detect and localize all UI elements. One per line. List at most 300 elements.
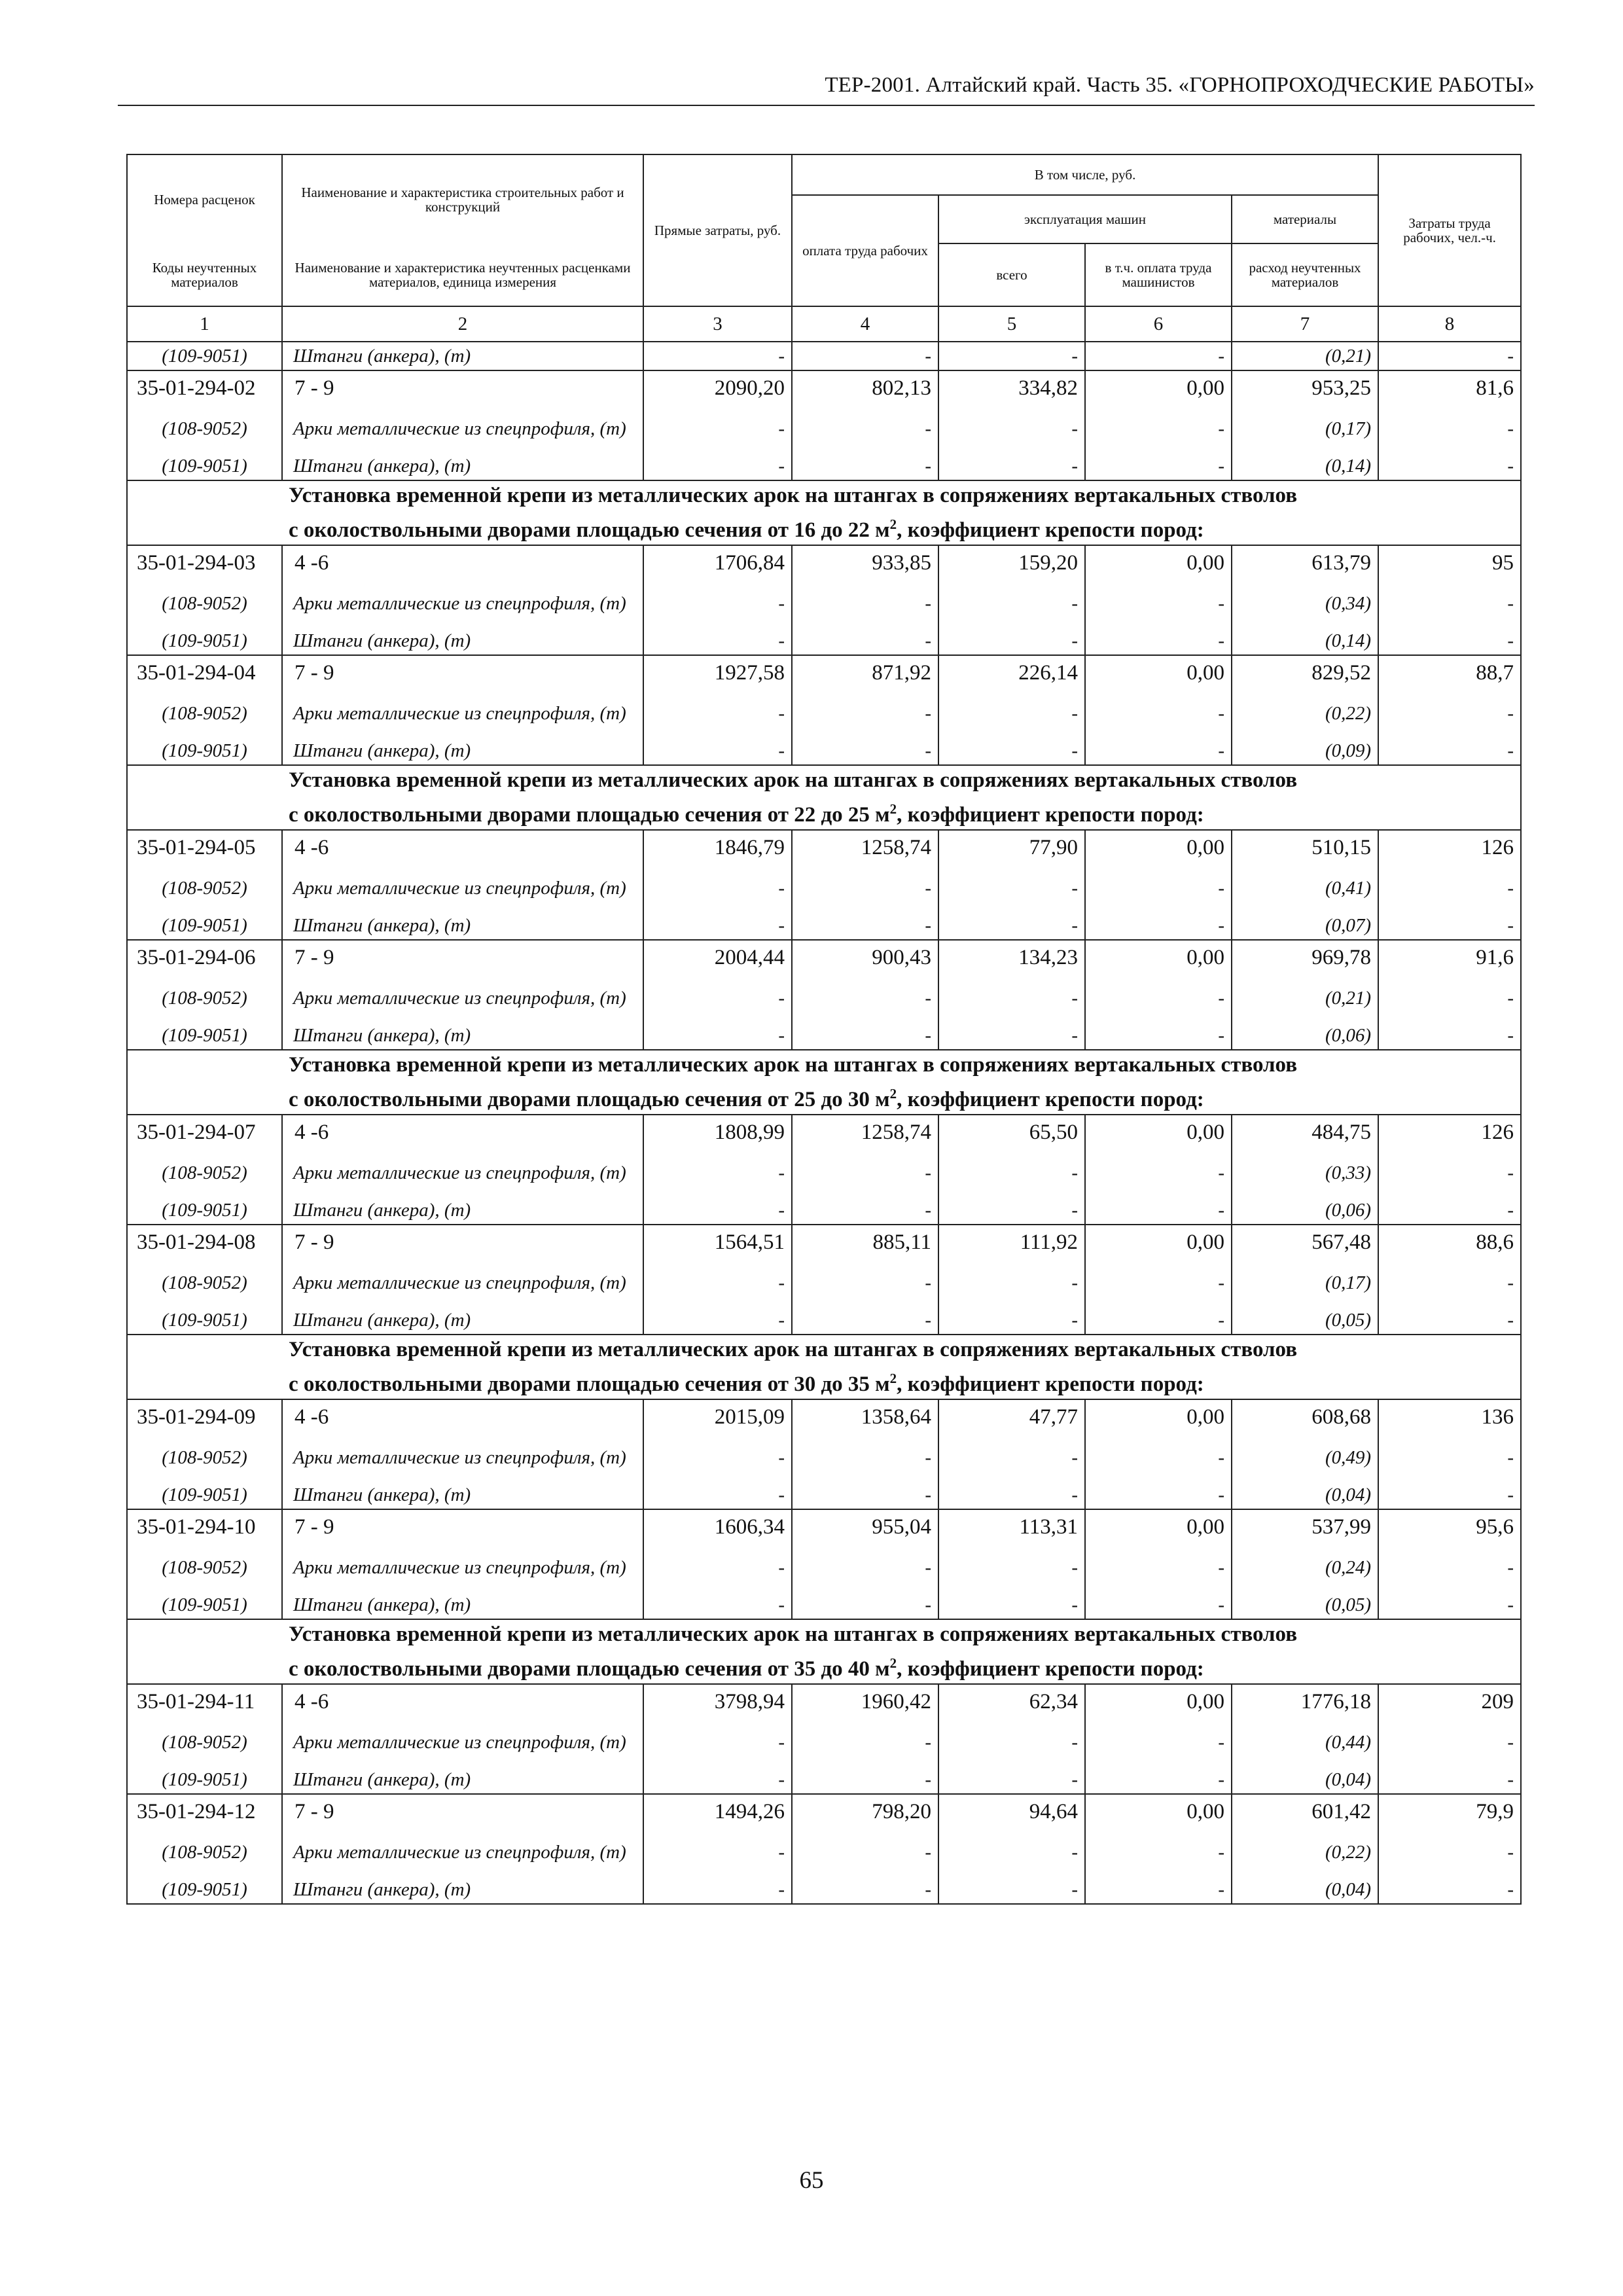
column-number: 6 xyxy=(1085,306,1232,342)
operator-wages-value: 0,00 xyxy=(1085,545,1232,580)
rate-name: 4 -6 xyxy=(282,1399,643,1434)
col-header-machines-total: всего xyxy=(938,243,1085,306)
dash-cell: - xyxy=(792,405,938,452)
col-header-materials: материалы xyxy=(1232,195,1378,243)
wages-value: 1258,74 xyxy=(792,1115,938,1149)
dash-cell: - xyxy=(792,1591,938,1619)
material-code: (109-9051) xyxy=(127,1022,282,1050)
material-name: Арки металлические из спецпрофиля, (т) xyxy=(282,1149,643,1196)
direct-costs-value: 1927,58 xyxy=(643,655,792,690)
dash-cell: - xyxy=(792,1196,938,1225)
material-row xyxy=(127,1196,1521,1225)
dash-cell: - xyxy=(1085,1022,1232,1050)
dash-cell: - xyxy=(938,580,1085,627)
material-name: Штанги (анкера), (т) xyxy=(282,1766,643,1794)
dash-cell: - xyxy=(792,1481,938,1509)
dash-cell: - xyxy=(1378,627,1521,655)
dash-cell: - xyxy=(1085,1196,1232,1225)
rate-row xyxy=(127,940,1521,975)
rate-name: 4 -6 xyxy=(282,1684,643,1719)
dash-cell: - xyxy=(643,1876,792,1904)
material-code: (109-9051) xyxy=(127,627,282,655)
dash-cell: - xyxy=(792,690,938,737)
material-code: (108-9052) xyxy=(127,1829,282,1876)
section-heading-line2: с околоствольными дворами площадью сечения от 30 до 35 м xyxy=(289,1372,890,1396)
materials-value: 567,48 xyxy=(1232,1225,1378,1259)
material-row xyxy=(127,1022,1521,1050)
square-superscript: 2 xyxy=(889,801,897,817)
material-row xyxy=(127,405,1521,452)
machines-total-value: 77,90 xyxy=(938,830,1085,865)
dash-cell: - xyxy=(792,1306,938,1335)
material-code: (108-9052) xyxy=(127,580,282,627)
dash-cell: - xyxy=(938,1766,1085,1794)
direct-costs-value: 2015,09 xyxy=(643,1399,792,1434)
rate-code: 35-01-294-06 xyxy=(127,940,282,975)
dash-cell: - xyxy=(643,452,792,480)
wages-value: 802,13 xyxy=(792,370,938,405)
col-header-including: В том числе, руб. xyxy=(792,154,1378,195)
section-heading-line2-tail: , коэффициент крепости пород: xyxy=(897,1657,1204,1681)
running-header-text: ТЕР-2001. Алтайский край. Часть 35. «ГОРНОПРОХОДЧЕСКИЕ РАБОТЫ» xyxy=(825,73,1535,97)
material-quantity: (0,34) xyxy=(1232,580,1378,627)
direct-costs-value: 1808,99 xyxy=(643,1115,792,1149)
material-code: (108-9052) xyxy=(127,865,282,912)
dash-cell: - xyxy=(643,405,792,452)
material-name: Арки металлические из спецпрофиля, (т) xyxy=(282,405,643,452)
rate-row xyxy=(127,1794,1521,1829)
rate-code: 35-01-294-07 xyxy=(127,1115,282,1149)
labor-value: 79,9 xyxy=(1378,1794,1521,1829)
material-row xyxy=(127,1434,1521,1481)
dash-cell: - xyxy=(1085,1829,1232,1876)
dash-cell: - xyxy=(1085,405,1232,452)
dash-cell: - xyxy=(938,1259,1085,1306)
material-name: Штанги (анкера), (т) xyxy=(282,737,643,765)
section-heading xyxy=(127,480,1521,545)
dash-cell: - xyxy=(938,737,1085,765)
material-name: Штанги (анкера), (т) xyxy=(282,1022,643,1050)
material-quantity: (0,21) xyxy=(1232,342,1378,370)
rate-name: 7 - 9 xyxy=(282,1794,643,1829)
machines-total-value: 111,92 xyxy=(938,1225,1085,1259)
section-heading-line2: с околоствольными дворами площадью сечения от 35 до 40 м xyxy=(289,1657,890,1681)
machines-total-value: 62,34 xyxy=(938,1684,1085,1719)
section-heading-row xyxy=(127,1619,1521,1684)
material-code: (108-9052) xyxy=(127,1544,282,1591)
dash-cell: - xyxy=(792,737,938,765)
operator-wages-value: 0,00 xyxy=(1085,1794,1232,1829)
operator-wages-value: 0,00 xyxy=(1085,370,1232,405)
materials-value: 601,42 xyxy=(1232,1794,1378,1829)
dash-cell: - xyxy=(938,342,1085,370)
dash-cell: - xyxy=(643,627,792,655)
direct-costs-value: 1846,79 xyxy=(643,830,792,865)
col-header-labor: Затраты труда рабочих, чел.-ч. xyxy=(1378,154,1521,306)
dash-cell: - xyxy=(792,1149,938,1196)
dash-cell: - xyxy=(792,1544,938,1591)
material-quantity: (0,07) xyxy=(1232,912,1378,940)
section-heading-line2-tail: , коэффициент крепости пород: xyxy=(897,803,1204,827)
dash-cell: - xyxy=(1085,690,1232,737)
labor-value: 209 xyxy=(1378,1684,1521,1719)
dash-cell: - xyxy=(643,737,792,765)
material-name: Арки металлические из спецпрофиля, (т) xyxy=(282,1719,643,1766)
dash-cell: - xyxy=(792,1259,938,1306)
material-name: Арки металлические из спецпрофиля, (т) xyxy=(282,1544,643,1591)
dash-cell: - xyxy=(1085,1259,1232,1306)
column-number: 3 xyxy=(643,306,792,342)
dash-cell: - xyxy=(643,1434,792,1481)
dash-cell: - xyxy=(1085,912,1232,940)
dash-cell: - xyxy=(1085,452,1232,480)
dash-cell: - xyxy=(938,1434,1085,1481)
rate-name: 7 - 9 xyxy=(282,655,643,690)
section-heading-line2-tail: , коэффициент крепости пород: xyxy=(897,518,1204,542)
dash-cell: - xyxy=(938,690,1085,737)
material-row xyxy=(127,1149,1521,1196)
material-quantity: (0,24) xyxy=(1232,1544,1378,1591)
material-code: (109-9051) xyxy=(127,1306,282,1335)
material-quantity: (0,22) xyxy=(1232,1829,1378,1876)
rate-code: 35-01-294-08 xyxy=(127,1225,282,1259)
dash-cell: - xyxy=(1378,690,1521,737)
labor-value: 91,6 xyxy=(1378,940,1521,975)
dash-cell: - xyxy=(643,1022,792,1050)
rate-row xyxy=(127,545,1521,580)
col-header-unaccounted-materials: расход неучтенных материалов xyxy=(1232,243,1378,306)
dash-cell: - xyxy=(792,865,938,912)
machines-total-value: 47,77 xyxy=(938,1399,1085,1434)
dash-cell: - xyxy=(1085,1434,1232,1481)
dash-cell: - xyxy=(938,865,1085,912)
material-quantity: (0,14) xyxy=(1232,452,1378,480)
rates-table xyxy=(126,154,1522,1905)
dash-cell: - xyxy=(792,1876,938,1904)
direct-costs-value: 3798,94 xyxy=(643,1684,792,1719)
col-header-rate-numbers: Номера расценок xyxy=(127,154,282,243)
wages-value: 1258,74 xyxy=(792,830,938,865)
col-header-operator-wages: в т.ч. оплата труда машинистов xyxy=(1085,243,1232,306)
square-superscript: 2 xyxy=(889,516,897,532)
dash-cell: - xyxy=(1378,1196,1521,1225)
section-heading-line2-tail: , коэффициент крепости пород: xyxy=(897,1088,1204,1111)
dash-cell: - xyxy=(938,1149,1085,1196)
rate-name: 4 -6 xyxy=(282,545,643,580)
header-row-1 xyxy=(127,154,1521,195)
dash-cell: - xyxy=(1378,1259,1521,1306)
dash-cell: - xyxy=(1085,1719,1232,1766)
operator-wages-value: 0,00 xyxy=(1085,940,1232,975)
machines-total-value: 334,82 xyxy=(938,370,1085,405)
operator-wages-value: 0,00 xyxy=(1085,1399,1232,1434)
rate-row xyxy=(127,655,1521,690)
dash-cell: - xyxy=(643,1196,792,1225)
dash-cell: - xyxy=(1378,1591,1521,1619)
rate-row xyxy=(127,370,1521,405)
dash-cell: - xyxy=(1378,342,1521,370)
dash-cell: - xyxy=(643,1306,792,1335)
operator-wages-value: 0,00 xyxy=(1085,1509,1232,1544)
labor-value: 88,6 xyxy=(1378,1225,1521,1259)
dash-cell: - xyxy=(1085,1591,1232,1619)
section-heading xyxy=(127,1050,1521,1115)
direct-costs-value: 1706,84 xyxy=(643,545,792,580)
material-quantity: (0,06) xyxy=(1232,1022,1378,1050)
dash-cell: - xyxy=(643,1766,792,1794)
material-code: (108-9052) xyxy=(127,1719,282,1766)
rate-code: 35-01-294-09 xyxy=(127,1399,282,1434)
table-body xyxy=(127,154,1521,1904)
material-quantity: (0,49) xyxy=(1232,1434,1378,1481)
rate-row xyxy=(127,1399,1521,1434)
material-code: (109-9051) xyxy=(127,737,282,765)
dash-cell: - xyxy=(1378,865,1521,912)
dash-cell: - xyxy=(1378,1876,1521,1904)
dash-cell: - xyxy=(643,1481,792,1509)
materials-value: 510,15 xyxy=(1232,830,1378,865)
dash-cell: - xyxy=(792,580,938,627)
dash-cell: - xyxy=(792,975,938,1022)
material-row xyxy=(127,1544,1521,1591)
dash-cell: - xyxy=(792,1829,938,1876)
wages-value: 871,92 xyxy=(792,655,938,690)
material-code: (108-9052) xyxy=(127,1149,282,1196)
labor-value: 136 xyxy=(1378,1399,1521,1434)
materials-value: 608,68 xyxy=(1232,1399,1378,1434)
rate-row xyxy=(127,1115,1521,1149)
col-header-work-name: Наименование и характеристика строительных работ и конструкций xyxy=(282,154,643,243)
square-superscript: 2 xyxy=(889,1655,897,1671)
material-row xyxy=(127,975,1521,1022)
material-quantity: (0,09) xyxy=(1232,737,1378,765)
rate-code: 35-01-294-04 xyxy=(127,655,282,690)
section-heading-row xyxy=(127,1050,1521,1115)
material-name: Штанги (анкера), (т) xyxy=(282,1876,643,1904)
dash-cell: - xyxy=(938,627,1085,655)
dash-cell: - xyxy=(643,1544,792,1591)
col-header-direct-costs: Прямые затраты, руб. xyxy=(643,154,792,306)
material-name: Штанги (анкера), (т) xyxy=(282,912,643,940)
section-heading-line2: с околоствольными дворами площадью сечения от 16 до 22 м xyxy=(289,518,890,542)
material-row xyxy=(127,1766,1521,1794)
material-quantity: (0,33) xyxy=(1232,1149,1378,1196)
dash-cell: - xyxy=(1378,1481,1521,1509)
dash-cell: - xyxy=(938,1544,1085,1591)
material-name: Арки металлические из спецпрофиля, (т) xyxy=(282,1434,643,1481)
dash-cell: - xyxy=(792,1022,938,1050)
material-code: (108-9052) xyxy=(127,1434,282,1481)
materials-value: 1776,18 xyxy=(1232,1684,1378,1719)
dash-cell: - xyxy=(1378,1544,1521,1591)
material-code: (109-9051) xyxy=(127,452,282,480)
dash-cell: - xyxy=(643,580,792,627)
material-row xyxy=(127,865,1521,912)
dash-cell: - xyxy=(1085,1306,1232,1335)
material-name: Штанги (анкера), (т) xyxy=(282,627,643,655)
section-heading-line1: Установка временной крепи из металлических арок на штангах в сопряжениях вертакальных стволов xyxy=(289,484,1298,507)
col-header-wages: оплата труда рабочих xyxy=(792,195,938,306)
dash-cell: - xyxy=(938,452,1085,480)
section-heading-line1: Установка временной крепи из металлических арок на штангах в сопряжениях вертакальных стволов xyxy=(289,1623,1298,1646)
rate-name: 7 - 9 xyxy=(282,1225,643,1259)
dash-cell: - xyxy=(1378,912,1521,940)
rate-name: 4 -6 xyxy=(282,830,643,865)
dash-cell: - xyxy=(938,975,1085,1022)
dash-cell: - xyxy=(938,1306,1085,1335)
section-heading-line1: Установка временной крепи из металлических арок на штангах в сопряжениях вертакальных стволов xyxy=(289,1053,1298,1077)
material-name: Арки металлические из спецпрофиля, (т) xyxy=(282,1829,643,1876)
material-row xyxy=(127,627,1521,655)
column-number: 2 xyxy=(282,306,643,342)
column-numbers-row xyxy=(127,306,1521,342)
rate-row xyxy=(127,1225,1521,1259)
operator-wages-value: 0,00 xyxy=(1085,830,1232,865)
wages-value: 955,04 xyxy=(792,1509,938,1544)
column-number: 4 xyxy=(792,306,938,342)
material-name: Штанги (анкера), (т) xyxy=(282,1196,643,1225)
material-name: Арки металлические из спецпрофиля, (т) xyxy=(282,865,643,912)
section-heading-row xyxy=(127,480,1521,545)
dash-cell: - xyxy=(643,1591,792,1619)
machines-total-value: 159,20 xyxy=(938,545,1085,580)
material-name: Арки металлические из спецпрофиля, (т) xyxy=(282,975,643,1022)
dash-cell: - xyxy=(643,865,792,912)
section-heading-line2: с околоствольными дворами площадью сечения от 22 до 25 м xyxy=(289,803,890,827)
material-name: Штанги (анкера), (т) xyxy=(282,1306,643,1335)
labor-value: 81,6 xyxy=(1378,370,1521,405)
materials-value: 969,78 xyxy=(1232,940,1378,975)
machines-total-value: 226,14 xyxy=(938,655,1085,690)
section-heading xyxy=(127,765,1521,830)
dash-cell: - xyxy=(792,1766,938,1794)
dash-cell: - xyxy=(1378,1306,1521,1335)
dash-cell: - xyxy=(643,912,792,940)
materials-value: 829,52 xyxy=(1232,655,1378,690)
dash-cell: - xyxy=(1378,580,1521,627)
wages-value: 933,85 xyxy=(792,545,938,580)
section-heading-line1: Установка временной крепи из металлических арок на штангах в сопряжениях вертакальных стволов xyxy=(289,768,1298,792)
dash-cell: - xyxy=(938,1591,1085,1619)
material-quantity: (0,04) xyxy=(1232,1876,1378,1904)
dash-cell: - xyxy=(643,342,792,370)
material-quantity: (0,41) xyxy=(1232,865,1378,912)
rate-name: 7 - 9 xyxy=(282,370,643,405)
col-header-machines: эксплуатация машин xyxy=(938,195,1232,243)
rate-code: 35-01-294-11 xyxy=(127,1684,282,1719)
rate-code: 35-01-294-05 xyxy=(127,830,282,865)
material-row xyxy=(127,1876,1521,1904)
dash-cell: - xyxy=(938,1829,1085,1876)
material-quantity: (0,04) xyxy=(1232,1766,1378,1794)
labor-value: 126 xyxy=(1378,830,1521,865)
wages-value: 1358,64 xyxy=(792,1399,938,1434)
col-header-material-codes: Коды неучтенных материалов xyxy=(127,243,282,306)
material-code: (109-9051) xyxy=(127,1766,282,1794)
material-quantity: (0,05) xyxy=(1232,1591,1378,1619)
material-quantity: (0,21) xyxy=(1232,975,1378,1022)
dash-cell: - xyxy=(938,1481,1085,1509)
running-header xyxy=(118,68,1535,106)
rate-code: 35-01-294-10 xyxy=(127,1509,282,1544)
rate-code: 35-01-294-03 xyxy=(127,545,282,580)
rate-row xyxy=(127,1509,1521,1544)
direct-costs-value: 2004,44 xyxy=(643,940,792,975)
dash-cell: - xyxy=(1085,1876,1232,1904)
dash-cell: - xyxy=(792,452,938,480)
material-row xyxy=(127,1306,1521,1335)
dash-cell: - xyxy=(1085,1544,1232,1591)
wages-value: 885,11 xyxy=(792,1225,938,1259)
material-name: Арки металлические из спецпрофиля, (т) xyxy=(282,690,643,737)
material-quantity: (0,17) xyxy=(1232,1259,1378,1306)
dash-cell: - xyxy=(1378,737,1521,765)
dash-cell: - xyxy=(938,1022,1085,1050)
wages-value: 1960,42 xyxy=(792,1684,938,1719)
rate-row xyxy=(127,1684,1521,1719)
labor-value: 126 xyxy=(1378,1115,1521,1149)
material-row xyxy=(127,580,1521,627)
col-header-material-names: Наименование и характеристика неучтенных расценками материалов, единица измерения xyxy=(282,243,643,306)
direct-costs-value: 1606,34 xyxy=(643,1509,792,1544)
rate-name: 7 - 9 xyxy=(282,940,643,975)
rate-code: 35-01-294-12 xyxy=(127,1794,282,1829)
column-number: 7 xyxy=(1232,306,1378,342)
rate-name: 4 -6 xyxy=(282,1115,643,1149)
section-heading-line2: с околоствольными дворами площадью сечения от 25 до 30 м xyxy=(289,1088,890,1111)
material-row xyxy=(127,342,1521,370)
material-row xyxy=(127,737,1521,765)
direct-costs-value: 1564,51 xyxy=(643,1225,792,1259)
material-row xyxy=(127,1719,1521,1766)
material-code: (109-9051) xyxy=(127,1481,282,1509)
direct-costs-value: 1494,26 xyxy=(643,1794,792,1829)
dash-cell: - xyxy=(1378,1719,1521,1766)
section-heading-line2-tail: , коэффициент крепости пород: xyxy=(897,1372,1204,1396)
material-quantity: (0,14) xyxy=(1232,627,1378,655)
dash-cell: - xyxy=(1378,1766,1521,1794)
material-code: (108-9052) xyxy=(127,405,282,452)
section-heading-line1: Установка временной крепи из металлических арок на штангах в сопряжениях вертакальных стволов xyxy=(289,1338,1298,1361)
dash-cell: - xyxy=(1378,1434,1521,1481)
material-row xyxy=(127,1481,1521,1509)
dash-cell: - xyxy=(1085,737,1232,765)
dash-cell: - xyxy=(1085,1481,1232,1509)
material-quantity: (0,04) xyxy=(1232,1481,1378,1509)
page-number: 65 xyxy=(799,2167,824,2194)
material-quantity: (0,22) xyxy=(1232,690,1378,737)
dash-cell: - xyxy=(643,1259,792,1306)
labor-value: 88,7 xyxy=(1378,655,1521,690)
material-quantity: (0,17) xyxy=(1232,405,1378,452)
dash-cell: - xyxy=(1085,865,1232,912)
material-name: Штанги (анкера), (т) xyxy=(282,342,643,370)
material-quantity: (0,06) xyxy=(1232,1196,1378,1225)
machines-total-value: 65,50 xyxy=(938,1115,1085,1149)
rate-code: 35-01-294-02 xyxy=(127,370,282,405)
dash-cell: - xyxy=(643,1719,792,1766)
material-code: (108-9052) xyxy=(127,1259,282,1306)
dash-cell: - xyxy=(1378,1829,1521,1876)
dash-cell: - xyxy=(1378,1149,1521,1196)
dash-cell: - xyxy=(792,1434,938,1481)
material-name: Штанги (анкера), (т) xyxy=(282,452,643,480)
section-heading-row xyxy=(127,1335,1521,1399)
dash-cell: - xyxy=(643,975,792,1022)
machines-total-value: 113,31 xyxy=(938,1509,1085,1544)
material-code: (108-9052) xyxy=(127,975,282,1022)
dash-cell: - xyxy=(1378,975,1521,1022)
